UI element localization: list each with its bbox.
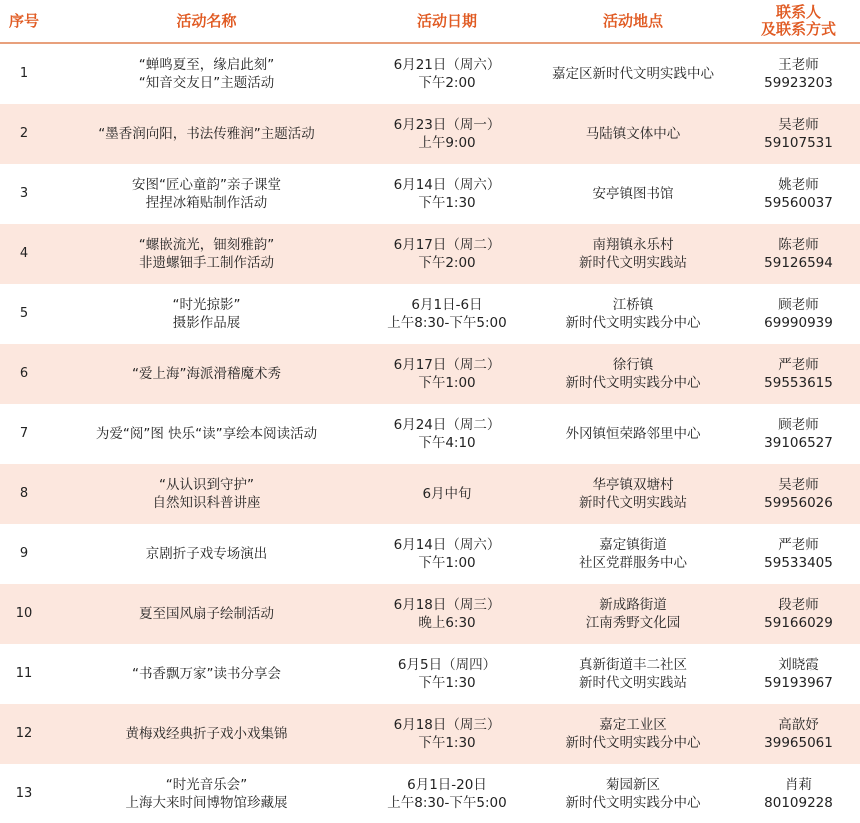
cell-activity-date-line: 6月1日-20日 (407, 776, 487, 793)
cell-activity-date (365, 584, 529, 644)
cell-activity-location (529, 704, 737, 764)
cell-activity-location (529, 224, 737, 284)
cell-activity-location (529, 404, 737, 464)
cell-contact-line: 39106527 (764, 435, 833, 451)
cell-activity-name (48, 404, 365, 464)
cell-activity-name-line: 夏至国风扇子绘制活动 (139, 606, 274, 622)
cell-contact (737, 344, 860, 404)
cell-contact-line: 严老师 (778, 357, 819, 373)
cell-contact-line: 59126594 (764, 255, 833, 271)
table-row (0, 764, 860, 823)
cell-contact-line: 69990939 (764, 315, 833, 331)
cell-activity-location-line: 徐行镇 (612, 357, 654, 373)
cell-activity-name-line: “知音交友日”主题活动 (138, 75, 275, 91)
cell-contact-line: 高歆妤 (778, 717, 819, 733)
table-body (0, 43, 860, 823)
cell-activity-location-line: 新时代文明实践分中心 (565, 794, 701, 811)
cell-activity-date (365, 404, 529, 464)
cell-activity-name-line: “时光音乐会” (165, 776, 248, 793)
cell-activity-location (529, 344, 737, 404)
cell-contact (737, 104, 860, 164)
cell-activity-name (48, 224, 365, 284)
cell-activity-location-line: 新时代文明实践站 (579, 255, 687, 271)
cell-activity-location (529, 464, 737, 524)
cell-contact (737, 464, 860, 524)
cell-activity-name-line: 黄梅戏经典折子戏小戏集锦 (125, 726, 288, 742)
cell-activity-name-line: “爱上海”海派滑稽魔术秀 (132, 366, 281, 382)
cell-activity-location-line: 江桥镇 (612, 297, 654, 313)
cell-activity-name (48, 284, 365, 344)
cell-activity-name-line: 为爱“阅”图 快乐“读”享绘本阅读活动 (95, 426, 318, 442)
cell-no: 1 (19, 66, 29, 81)
cell-activity-date-line: 6月18日（周三） (393, 597, 501, 613)
cell-activity-date (365, 464, 529, 524)
cell-contact-line: 刘晓霞 (778, 657, 819, 673)
cell-activity-location-line: 外冈镇恒荣路邻里中心 (565, 426, 701, 442)
cell-contact-line: 59107531 (764, 135, 833, 151)
cell-activity-date-line: 下午2:00 (418, 255, 476, 271)
table-row (0, 224, 860, 284)
cell-contact-line: 陈老师 (778, 237, 819, 253)
cell-activity-location-line: 江南秀野文化园 (585, 615, 681, 631)
cell-activity-location-line: 菊园新区 (606, 776, 660, 793)
cell-contact-line: 39965061 (764, 735, 833, 751)
cell-activity-date-line: 下午1:30 (418, 195, 476, 211)
cell-activity-location-line: 嘉定工业区 (599, 717, 667, 733)
table-row (0, 344, 860, 404)
cell-contact-line: 顾老师 (778, 417, 819, 433)
cell-activity-date (365, 224, 529, 284)
cell-activity-date-line: 下午2:00 (418, 75, 476, 91)
table-row (0, 464, 860, 524)
cell-contact (737, 43, 860, 104)
cell-contact-line: 顾老师 (778, 297, 819, 313)
cell-activity-date (365, 164, 529, 224)
cell-activity-date (365, 284, 529, 344)
cell-contact-line: 王老师 (778, 57, 819, 73)
cell-activity-location-line: 安亭镇图书馆 (592, 186, 674, 202)
cell-activity-date (365, 43, 529, 104)
cell-activity-location (529, 284, 737, 344)
cell-activity-name (48, 464, 365, 524)
cell-contact-line: 段老师 (778, 597, 819, 613)
cell-activity-location (529, 644, 737, 704)
cell-no: 8 (0, 464, 48, 524)
cell-contact-line: 吴老师 (778, 477, 819, 493)
cell-no: 7 (19, 426, 29, 441)
cell-no: 4 (0, 224, 48, 284)
cell-activity-date-line: 6月14日（周六） (393, 177, 501, 193)
cell-activity-name-line: “墨香润向阳，书法传雅润”主题活动 (98, 126, 315, 142)
cell-contact (737, 704, 860, 764)
cell-activity-date-line: 下午4:10 (418, 435, 476, 451)
cell-contact-line: 严老师 (778, 537, 819, 553)
cell-activity-date (365, 524, 529, 584)
cell-activity-date-line: 6月14日（周六） (393, 537, 501, 553)
cell-contact-line: 59956026 (764, 495, 833, 511)
cell-no: 5 (19, 306, 29, 321)
cell-activity-date-line: 6月21日（周六） (393, 57, 501, 73)
cell-activity-location-line: 社区党群服务中心 (579, 555, 687, 571)
cell-activity-location (529, 764, 737, 823)
cell-contact-line: 80109228 (764, 794, 833, 811)
cell-activity-date-line: 下午1:30 (418, 735, 476, 751)
header-no: 序号 (0, 0, 48, 43)
cell-activity-date-line: 6月17日（周二） (393, 237, 501, 253)
cell-activity-name-line: 京剧折子戏专场演出 (145, 546, 268, 562)
header-location: 活动地点 (529, 0, 737, 43)
cell-activity-date-line: 6月5日（周四） (397, 657, 497, 673)
cell-activity-name (48, 704, 365, 764)
table-row (0, 104, 860, 164)
cell-contact-line: 肖莉 (785, 776, 812, 793)
table-row (0, 644, 860, 704)
cell-activity-location-line: 嘉定镇街道 (599, 537, 667, 553)
cell-activity-location-line: 新时代文明实践分中心 (565, 375, 701, 391)
cell-activity-name-line: 捏捏冰箱贴制作活动 (145, 195, 268, 211)
table-row (0, 704, 860, 764)
header-contact-line1: 联系人 (775, 3, 821, 21)
cell-activity-name (48, 43, 365, 104)
cell-contact (737, 764, 860, 823)
table-row (0, 404, 860, 464)
table-row (0, 524, 860, 584)
cell-activity-name-line: 安图“匠心童韵”亲子课堂 (132, 177, 281, 193)
cell-activity-name-line: “从认识到守护” (159, 477, 254, 493)
header-date: 活动日期 (365, 0, 529, 43)
cell-activity-date-line: 上午8:30-下午5:00 (387, 794, 507, 811)
cell-activity-date (365, 764, 529, 823)
cell-activity-name (48, 644, 365, 704)
cell-contact (737, 224, 860, 284)
cell-activity-date-line: 晚上6:30 (418, 615, 476, 631)
cell-activity-name-line: “蝉鸣夏至，缘启此刻” (138, 57, 275, 73)
cell-contact-line: 姚老师 (778, 177, 819, 193)
cell-activity-date-line: 上午9:00 (418, 135, 476, 151)
cell-no: 9 (19, 546, 29, 561)
cell-no: 11 (15, 666, 33, 681)
table-row (0, 164, 860, 224)
cell-activity-location-line: 新时代文明实践站 (579, 675, 687, 691)
cell-activity-location (529, 164, 737, 224)
table-row (0, 584, 860, 644)
cell-activity-location-line: 新时代文明实践分中心 (565, 315, 701, 331)
cell-contact-line: 59193967 (764, 675, 833, 691)
cell-contact-line: 59923203 (764, 75, 833, 91)
cell-activity-location-line: 马陆镇文体中心 (585, 126, 681, 142)
table-row (0, 43, 860, 104)
cell-activity-location-line: 嘉定区新时代文明实践中心 (552, 66, 714, 82)
cell-activity-date-line: 6月23日（周一） (393, 117, 501, 133)
cell-contact (737, 524, 860, 584)
cell-contact-line: 59166029 (764, 615, 833, 631)
cell-activity-date-line: 下午1:00 (418, 555, 476, 571)
cell-contact (737, 404, 860, 464)
cell-activity-name-line: “螺嵌流光，钿刻雅韵” (138, 237, 275, 253)
cell-contact-line: 59560037 (764, 195, 833, 211)
cell-activity-location (529, 43, 737, 104)
cell-activity-location-line: 华亭镇双塘村 (592, 477, 674, 493)
cell-activity-location-line: 南翔镇永乐村 (592, 237, 674, 253)
cell-activity-date-line: 6月1日-6日 (411, 297, 483, 313)
cell-activity-date-line: 6月中旬 (422, 486, 472, 502)
cell-activity-name-line: “时光掠影” (172, 297, 241, 313)
table-row (0, 284, 860, 344)
cell-activity-location (529, 584, 737, 644)
cell-activity-date-line: 6月17日（周二） (393, 357, 501, 373)
cell-activity-date (365, 644, 529, 704)
cell-activity-name-line: 上海大来时间博物馆珍藏展 (125, 794, 288, 811)
cell-contact-line: 59533405 (764, 555, 833, 571)
cell-no: 13 (15, 785, 33, 801)
cell-no: 3 (19, 186, 29, 201)
cell-activity-name-line: “书香飘万家”读书分享会 (132, 666, 281, 682)
cell-activity-date-line: 6月24日（周二） (393, 417, 501, 433)
cell-contact (737, 644, 860, 704)
header-contact-line2: 及联系方式 (760, 20, 836, 38)
header-row (0, 0, 860, 43)
cell-contact (737, 164, 860, 224)
table-header (0, 0, 860, 43)
cell-activity-date-line: 下午1:30 (418, 675, 476, 691)
cell-activity-location (529, 524, 737, 584)
cell-activity-location-line: 新时代文明实践分中心 (565, 735, 701, 751)
cell-no: 2 (0, 104, 48, 164)
cell-activity-date (365, 344, 529, 404)
cell-contact (737, 584, 860, 644)
cell-activity-name (48, 584, 365, 644)
cell-activity-date (365, 104, 529, 164)
cell-activity-name (48, 344, 365, 404)
cell-no: 6 (0, 344, 48, 404)
cell-activity-location (529, 104, 737, 164)
cell-activity-date-line: 上午8:30-下午5:00 (387, 315, 507, 331)
cell-activity-name-line: 摄影作品展 (172, 315, 241, 331)
cell-activity-name-line: 自然知识科普讲座 (152, 495, 261, 511)
cell-contact-line: 吴老师 (778, 117, 819, 133)
cell-activity-date-line: 下午1:00 (418, 375, 476, 391)
cell-contact (737, 284, 860, 344)
cell-contact-line: 59553615 (764, 375, 833, 391)
cell-activity-date-line: 6月18日（周三） (393, 717, 501, 733)
cell-activity-location-line: 新成路街道 (599, 597, 667, 613)
cell-no: 12 (0, 704, 48, 764)
cell-activity-name (48, 524, 365, 584)
cell-activity-location-line: 真新街道丰二社区 (579, 657, 687, 673)
cell-no: 10 (0, 584, 48, 644)
cell-activity-name (48, 164, 365, 224)
cell-activity-name (48, 764, 365, 823)
cell-activity-name-line: 非遗螺钿手工制作活动 (139, 255, 274, 271)
header-contact (737, 0, 860, 43)
header-name: 活动名称 (48, 0, 365, 43)
cell-activity-location-line: 新时代文明实践站 (579, 495, 687, 511)
cell-activity-date (365, 704, 529, 764)
cell-activity-name (48, 104, 365, 164)
